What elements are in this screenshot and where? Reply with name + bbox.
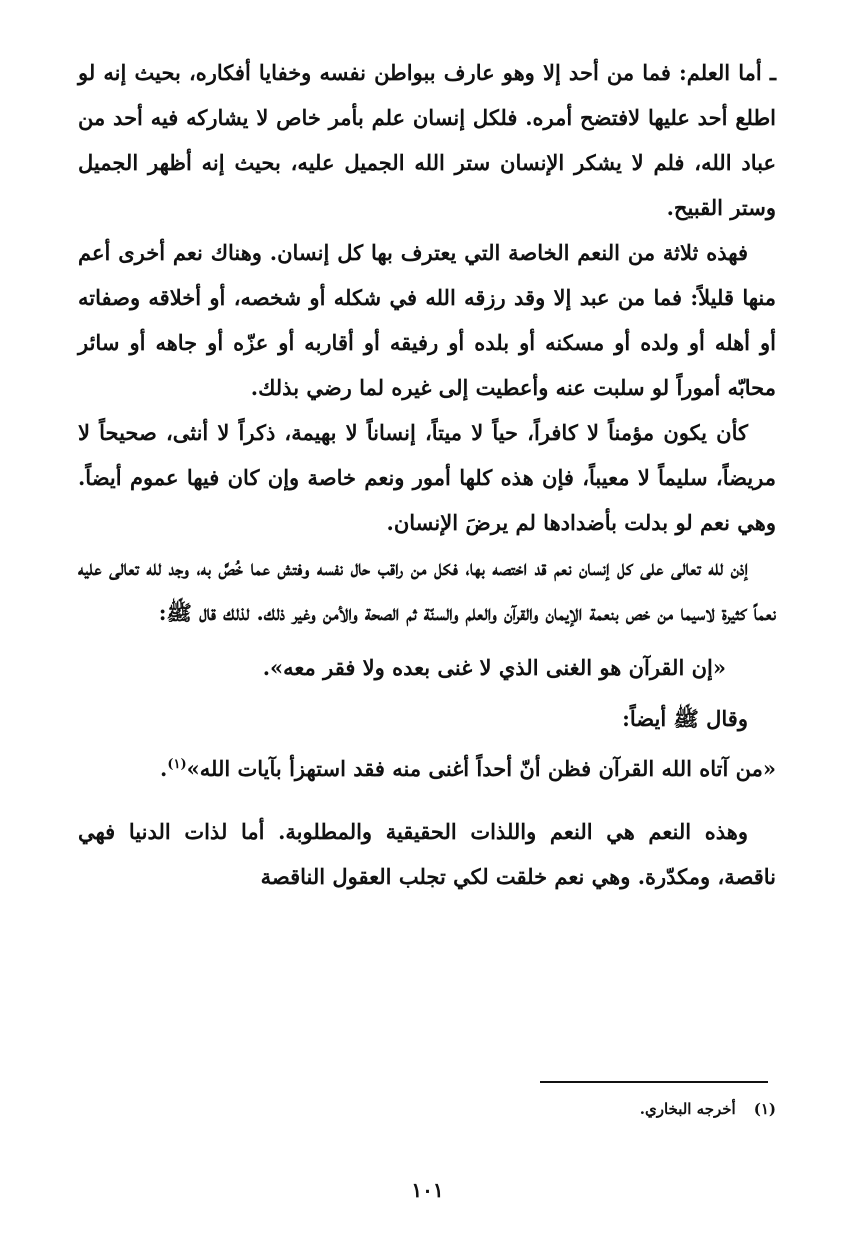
footnote-number: (١) xyxy=(753,1100,776,1118)
paragraph-special-blessings: فهذه ثلاثة من النعم الخاصة التي يعترف بها كل إنسان. وهناك نعم أخرى أعم منها قليلاً: فما من عبد إلا وقد رزقه الله في شكله أو شخصه، أو أخلاقه وصفاته أو أهله أو ولده أو مسكنه أو بلده أو رفيقه أو أقاربه أو عزّه أو جاهه أو سائر محابّه أموراً لو سلبت عنه وأعطيت إلى غيره لما رضي بذلك. xyxy=(78,240,776,400)
hadith-intro-2: وقال ﷺ أيضاً: xyxy=(622,706,748,731)
paragraph-true-blessings: وهذه النعم هي النعم واللذات الحقيقية والمطلوبة. أما لذات الدنيا فهي ناقصة، ومكدّرة. وهي نعم خلقت لكي تجلب العقول الناقصة xyxy=(78,819,776,889)
paragraph-specific-blessings: إذن لله تعالى على كل إنسان نعم قد اختصه بها، فكل من راقب حال نفسه وفتش عما خُصَّ به، وجد لله تعالى عليه نعماً كثيرة لاسيما من خص بنعمة الإيمان والقرآن والعلم والسنّة ثم الصحة والأمن وغير ذلك. لذلك قال ﷺ: xyxy=(78,555,776,625)
footnote-text: أخرجه البخاري. xyxy=(639,1100,736,1118)
footnote-divider xyxy=(540,1081,768,1083)
paragraph-knowledge: ـ أما العلم: فما من أحد إلا وهو عارف ببواطن نفسه وخفايا أفكاره، بحيث إنه لو اطلع أحد عليها لافتضح أمره. فلكل إنسان علم بأمر خاص لا يشاركه فيه أحد من عباد الله، فلم لا يشكر الإنسان ستر الله الجميل عليه، بحيث إنه أظهر الجميل وستر القبيح. xyxy=(78,60,776,220)
footnote xyxy=(300,1097,776,1121)
main-text xyxy=(78,50,776,899)
hadith-quote-1: «إن القرآن هو الغنى الذي لا غنى بعده ولا فقر معه». xyxy=(262,655,726,680)
hadith-quote-2-end: . xyxy=(160,756,168,781)
paragraph-examples: كأن يكون مؤمناً لا كافراً، حياً لا ميتاً، إنساناً لا بهيمة، ذكراً لا أنثى، صحيحاً لا مريضاً، سليماً لا معيباً، فإن هذه كلها أمور ونعم خاصة وإن كان فيها عموم أيضاً. وهي نعم لو بدلت بأضدادها لم يرضَ الإنسان. xyxy=(78,420,776,535)
hadith-quote-2-text: «من آتاه الله القرآن فظن أنّ أحداً أغنى منه فقد استهزأ بآيات الله» xyxy=(186,756,776,781)
footnote-reference: (١) xyxy=(167,757,187,772)
page-number: ١٠١ xyxy=(411,1178,444,1202)
hadith-quote-2 xyxy=(78,749,776,789)
